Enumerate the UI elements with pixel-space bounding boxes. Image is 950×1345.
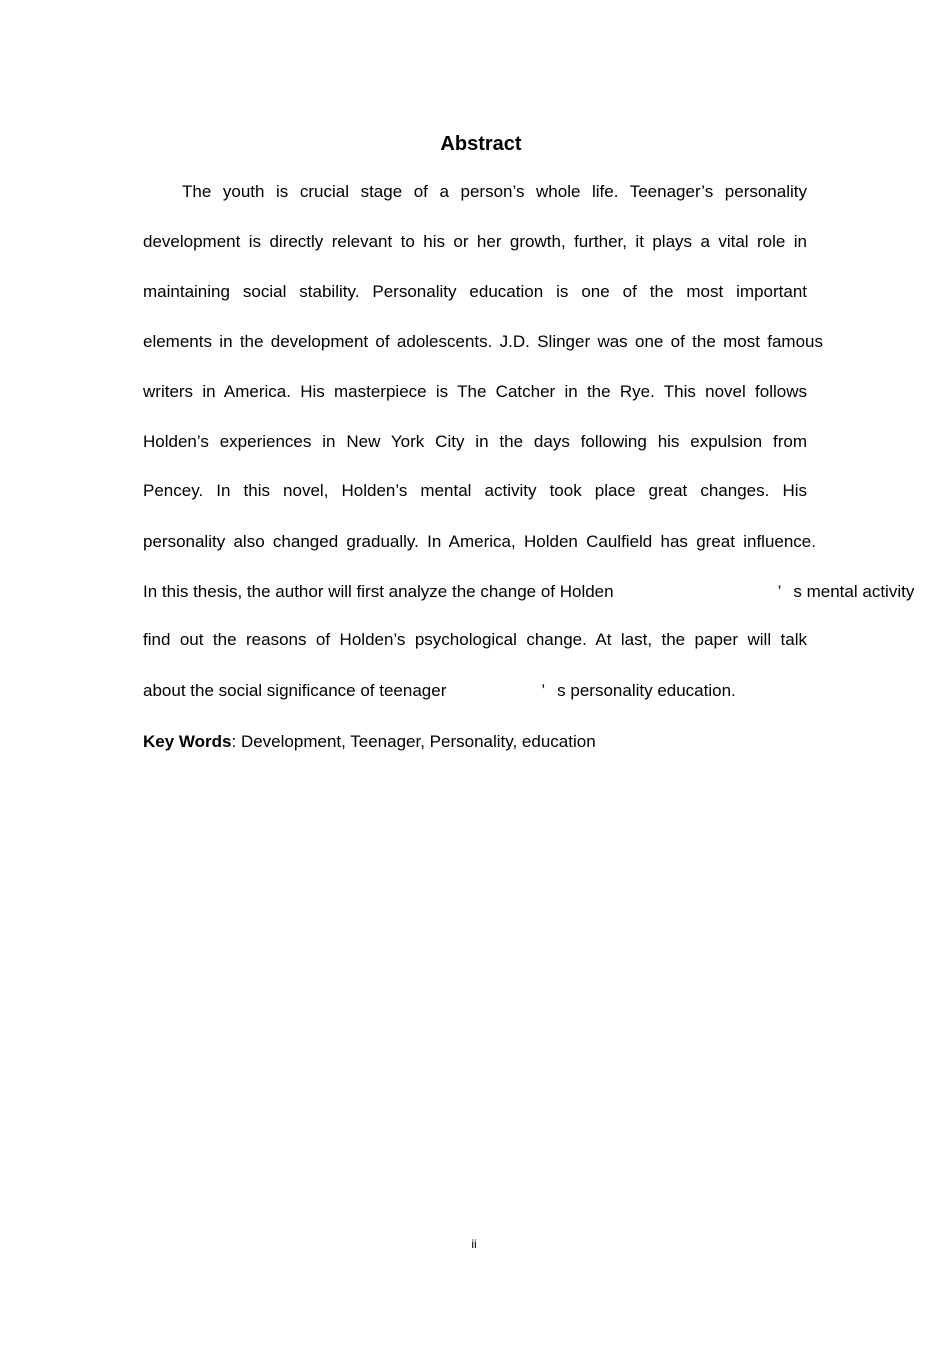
abstract-line-2: development is directly relevant to his or her growth, further, it plays a vital role in <box>143 232 807 251</box>
keywords-label: Key Words <box>143 732 232 751</box>
abstract-title: Abstract <box>440 133 522 155</box>
abstract-line-6: Holden’s experiences in New York City in the days following his expulsion from <box>143 432 807 451</box>
abstract-line-9-apostrophe: ’ <box>777 582 782 601</box>
abstract-line-9-part-3: s mental activity <box>793 582 915 601</box>
abstract-line-10: find out the reasons of Holden’s psychological change. At last, the paper will talk <box>143 630 807 649</box>
keywords-separator: : <box>231 732 241 751</box>
abstract-line-11-part-1: about the social significance of teenager <box>143 681 447 700</box>
abstract-line-8: personality also changed gradually. In America, Holden Caulfield has great influence. <box>143 532 816 551</box>
page-number: ii <box>471 1237 477 1251</box>
abstract-line-11-apostrophe: ’ <box>541 681 546 700</box>
abstract-line-1: The youth is crucial stage of a person’s whole life. Teenager’s personality <box>182 182 807 201</box>
abstract-line-4: elements in the development of adolescents. J.D. Slinger was one of the most famous <box>143 332 823 351</box>
abstract-line-3: maintaining social stability. Personality education is one of the most important <box>143 282 807 301</box>
abstract-line-9 <box>143 581 915 603</box>
abstract-line-11-part-3: s personality education. <box>557 681 736 700</box>
abstract-line-7: Pencey. In this novel, Holden’s mental activity took place great changes. His <box>143 481 807 500</box>
abstract-line-9-part-1: In this thesis, the author will first analyze the change of Holden <box>143 582 614 601</box>
keywords-text: Development, Teenager, Personality, education <box>240 732 596 751</box>
keywords-line <box>143 731 596 753</box>
abstract-line-11 <box>143 680 863 702</box>
abstract-line-5: writers in America. His masterpiece is The Catcher in the Rye. This novel follows <box>143 382 807 401</box>
